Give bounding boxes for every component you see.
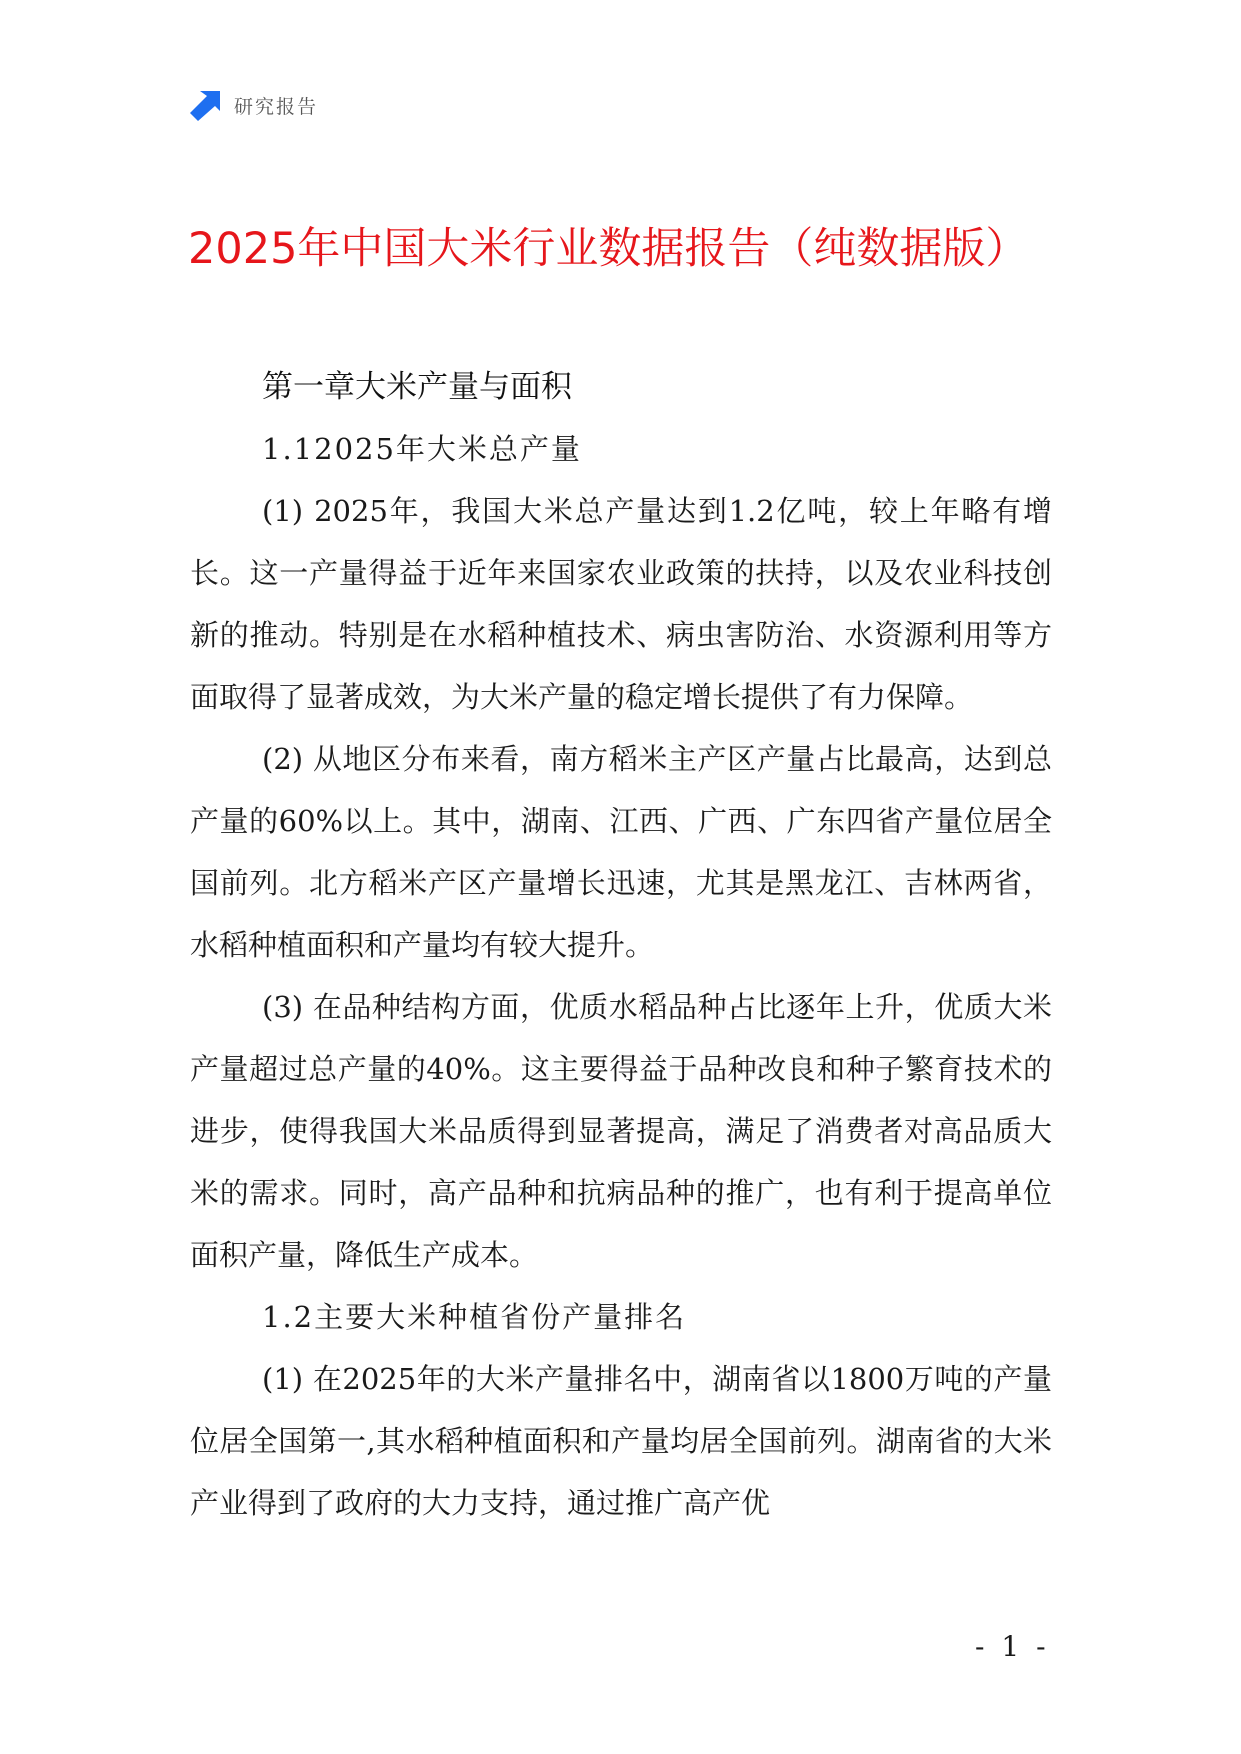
page-number: - 1 - [975, 1630, 1050, 1663]
document-body [190, 356, 1052, 1534]
section-heading: 1.2主要大米种植省份产量排名 [262, 1300, 687, 1334]
paragraph: (2) 从地区分布来看，南方稻米主产区产量占比最高，达到总产量的60%以上。其中，湖南、江西、广西、广东四省产量位居全国前列。北方稻米产区产量增长迅速，尤其是黑龙江、吉林两省，水稻种植面积和产量均有较大提升。 [190, 742, 1052, 962]
paragraph: (3) 在品种结构方面，优质水稻品种占比逐年上升，优质大米产量超过总产量的40%。这主要得益于品种改良和种子繁育技术的进步，使得我国大米品质得到显著提高，满足了消费者对高品质大米的需求。同时，高产品种和抗病品种的推广，也有利于提高单位面积产量，降低生产成本。 [190, 990, 1052, 1272]
paragraph: (1) 在2025年的大米产量排名中，湖南省以1800万吨的产量位居全国第一,其水稻种植面积和产量均居全国前列。湖南省的大米产业得到了政府的大力支持，通过推广高产优 [190, 1362, 1052, 1520]
section-heading: 1.12025年大米总产量 [262, 432, 582, 466]
document-header [190, 88, 318, 122]
document-title: 2025年中国大米行业数据报告（纯数据版） [188, 224, 1029, 274]
chapter-heading: 第一章大米产量与面积 [262, 369, 572, 405]
header-label: 研究报告 [234, 95, 319, 118]
arrow-up-right-icon [190, 89, 222, 121]
paragraph: (1) 2025年，我国大米总产量达到1.2亿吨，较上年略有增长。这一产量得益于近年来国家农业政策的扶持，以及农业科技创新的推动。特别是在水稻种植技术、病虫害防治、水资源利用等方面取得了显著成效，为大米产量的稳定增长提供了有力保障。 [190, 494, 1052, 714]
